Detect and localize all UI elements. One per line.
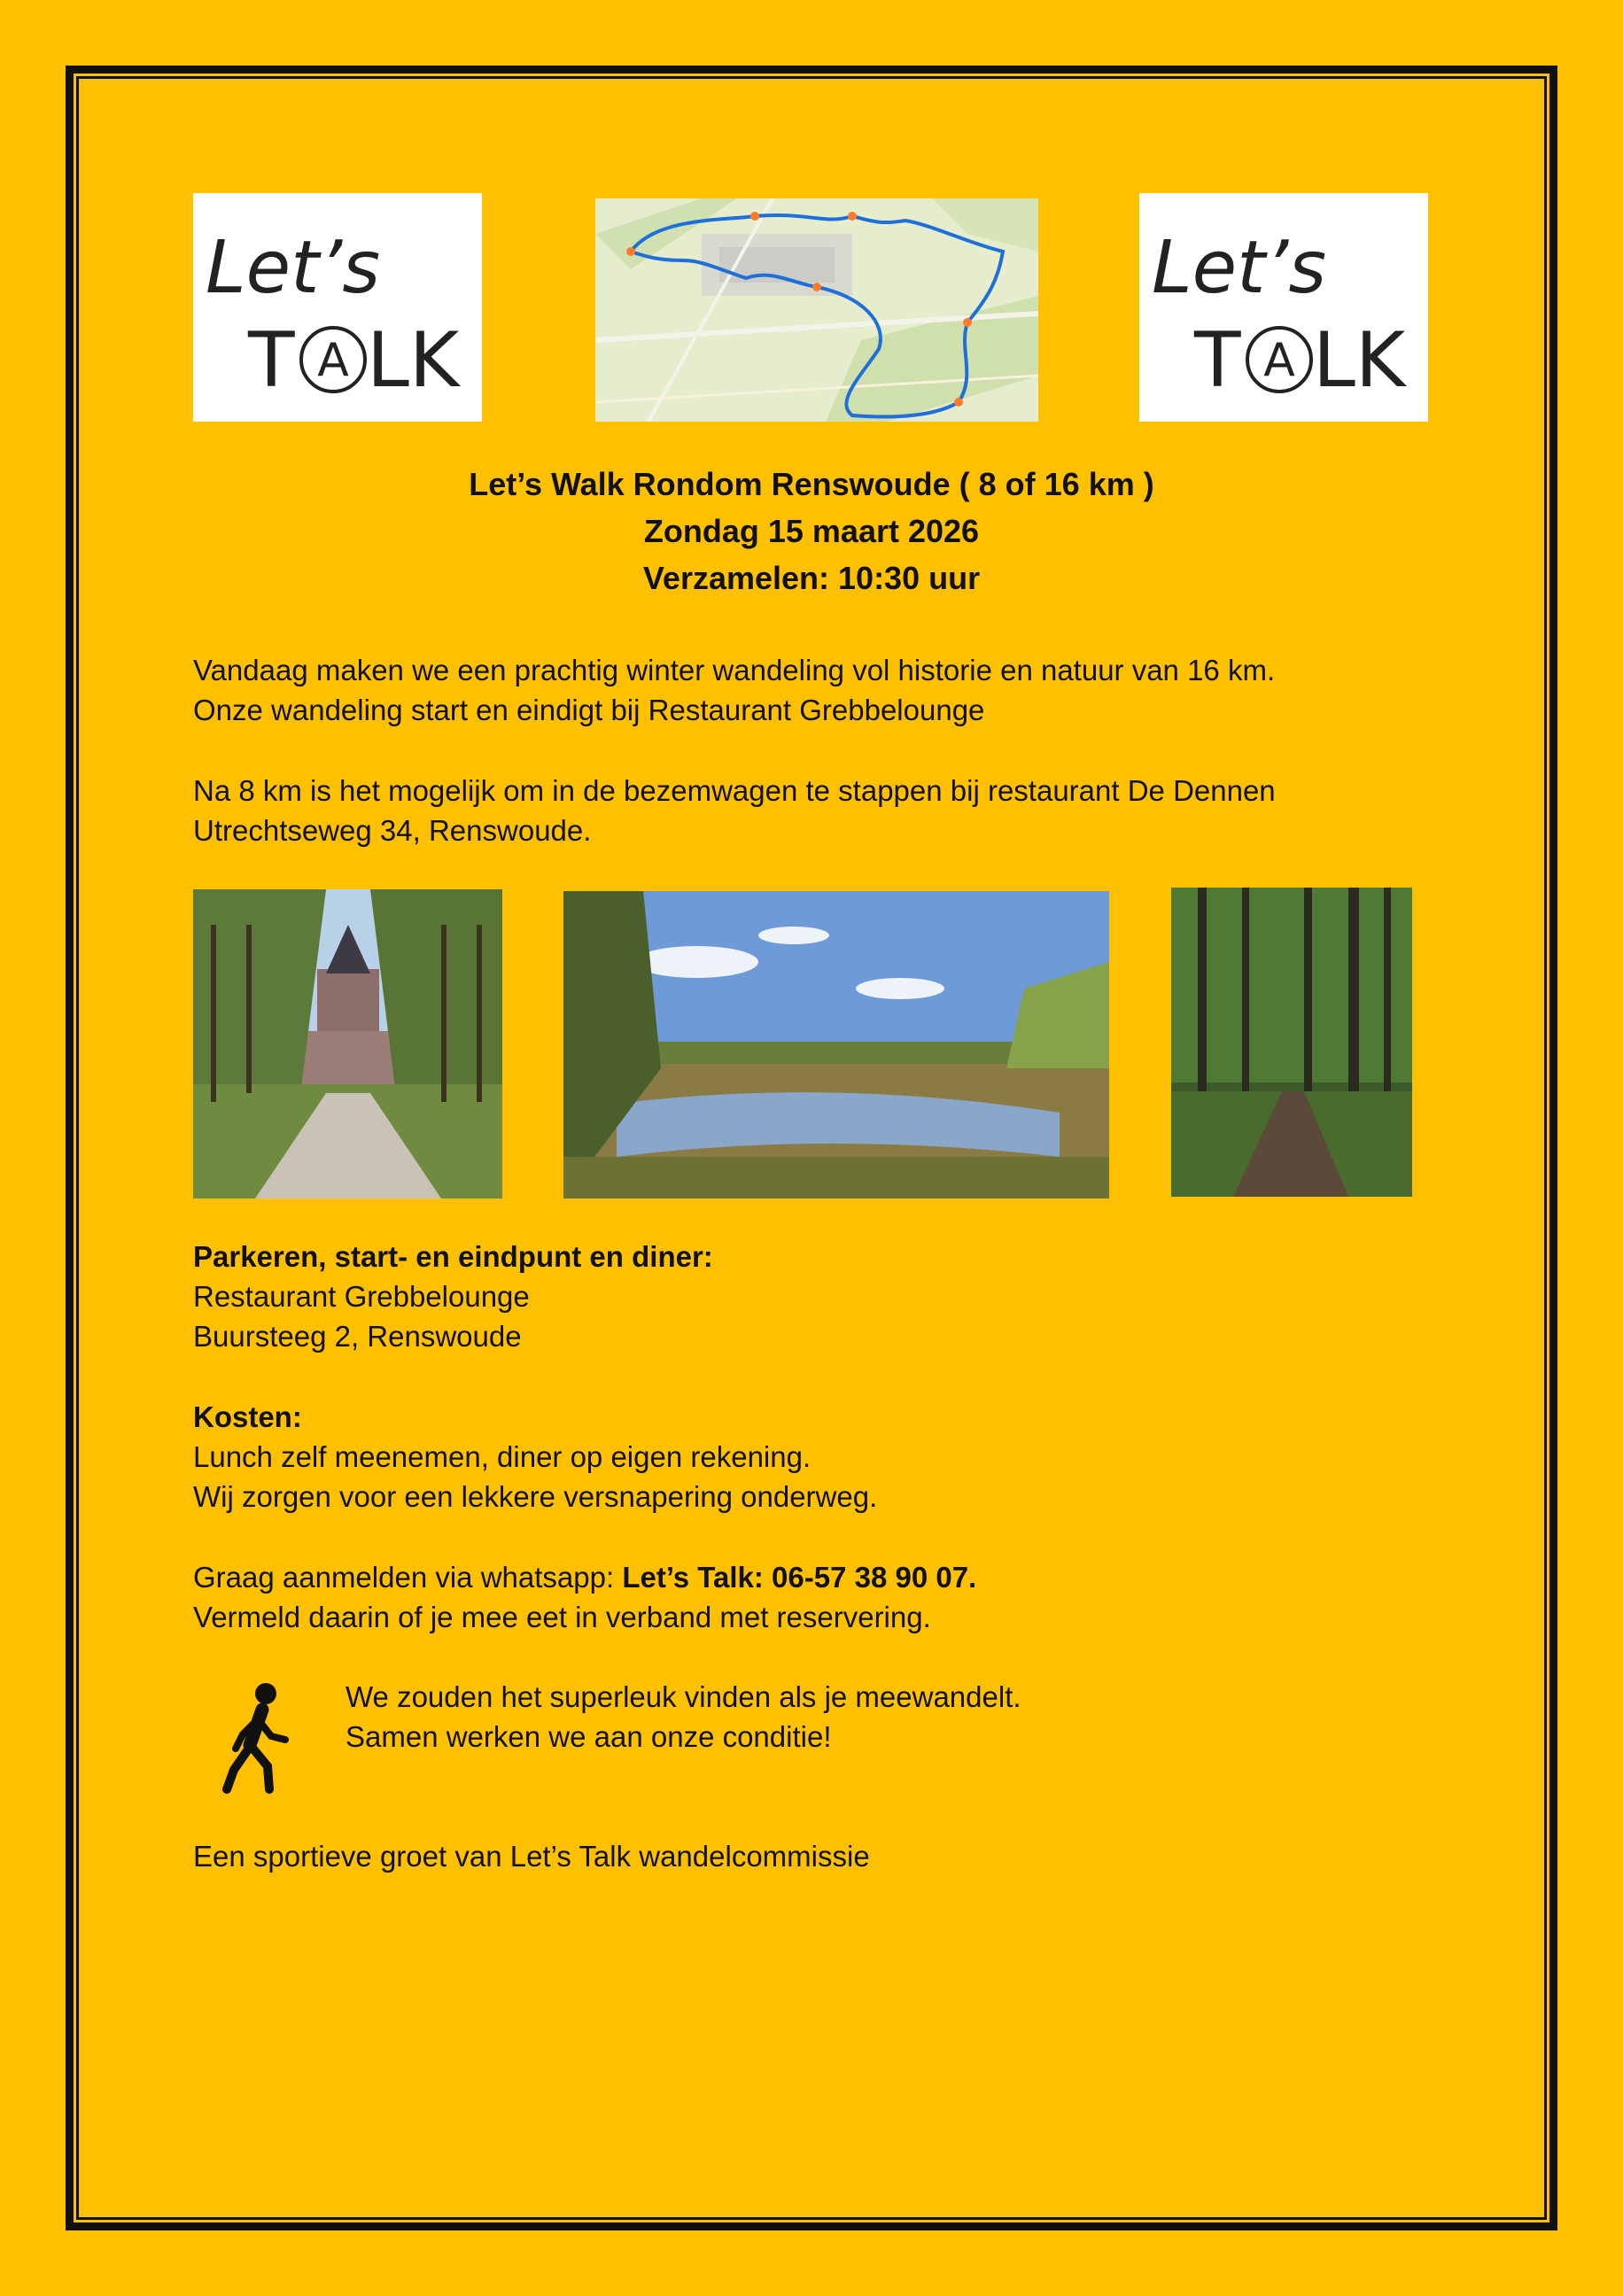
intro-paragraph — [193, 650, 1275, 730]
costs-line: Wij zorgen voor een lekkere versnapering onderweg. — [193, 1480, 878, 1513]
logo-a: A — [1263, 334, 1295, 387]
intro-line: Utrechtseweg 34, Renswoude. — [193, 814, 592, 847]
forest-path-photo — [1171, 888, 1412, 1197]
parking-heading: Parkeren, start- en eindpunt en diner: — [193, 1240, 713, 1273]
logo-artwork — [193, 193, 482, 422]
lets-talk-logo-right — [1139, 193, 1428, 422]
signup-prefix: Graag aanmelden via whatsapp: — [193, 1561, 623, 1594]
logo-artwork — [1139, 193, 1428, 422]
bezemwagen-paragraph — [193, 771, 1276, 850]
logo-line1: Let’s — [206, 226, 381, 310]
event-title: Let’s Walk Rondom Renswoude ( 8 of 16 km ) — [469, 466, 1154, 502]
parking-line: Restaurant Grebbelounge — [193, 1280, 530, 1313]
signup-line — [193, 1557, 976, 1597]
encouragement-line: We zouden het superleuk vinden als je meewandelt. — [346, 1680, 1021, 1713]
signup-line: Vermeld daarin of je mee eet in verband met reservering. — [193, 1601, 931, 1633]
lets-talk-logo-left — [193, 193, 482, 422]
closing-greeting: Een sportieve groet van Let’s Talk wandelcommissie — [193, 1840, 870, 1873]
parking-line: Buursteeg 2, Renswoude — [193, 1320, 522, 1353]
costs-section — [193, 1397, 877, 1516]
whatsapp-contact: Let’s Talk: 06-57 38 90 07. — [622, 1561, 977, 1594]
route-map-image — [595, 198, 1038, 422]
encouragement-text — [346, 1677, 1021, 1757]
logo-t: T — [248, 316, 295, 405]
wetland-landscape-photo — [563, 891, 1109, 1198]
logo-line1: Let’s — [1152, 226, 1327, 310]
event-title-block — [193, 461, 1430, 601]
signup-section — [193, 1557, 976, 1637]
encouragement-line: Samen werken we aan onze conditie! — [346, 1720, 832, 1753]
logo-lk: LK — [1313, 316, 1406, 405]
logo-a: A — [317, 334, 349, 387]
parking-section — [193, 1237, 713, 1356]
logo-lk: LK — [367, 316, 460, 405]
walking-person-icon — [218, 1681, 298, 1796]
event-date: Zondag 15 maart 2026 — [643, 513, 980, 549]
gather-time: Verzamelen: 10:30 uur — [642, 560, 981, 596]
intro-line: Onze wandeling start en eindigt bij Restaurant Grebbelounge — [193, 694, 985, 726]
costs-line: Lunch zelf meenemen, diner op eigen rekening. — [193, 1440, 812, 1473]
logo-t: T — [1194, 316, 1241, 405]
intro-line: Na 8 km is het mogelijk om in de bezemwagen te stappen bij restaurant De Dennen — [193, 774, 1276, 807]
castle-avenue-photo — [193, 889, 502, 1198]
intro-line: Vandaag maken we een prachtig winter wandeling vol historie en natuur van 16 km. — [193, 654, 1276, 686]
costs-heading: Kosten: — [193, 1400, 302, 1433]
